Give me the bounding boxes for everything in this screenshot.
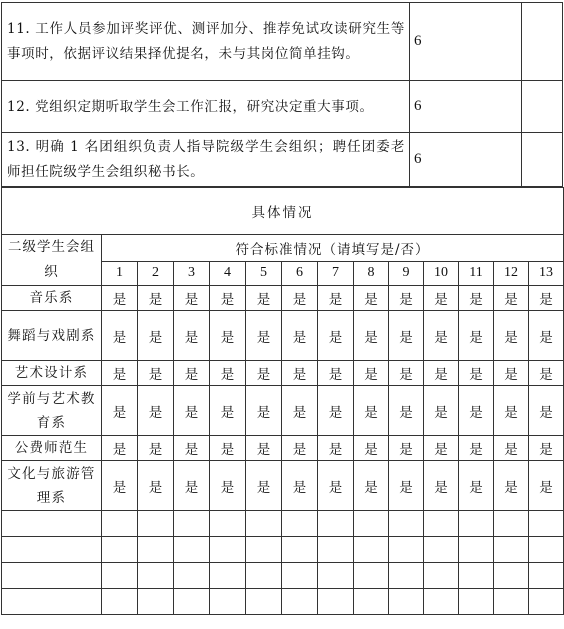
empty-cell <box>174 563 210 589</box>
compliance-cell: 是 <box>210 386 246 436</box>
compliance-cell: 是 <box>424 361 459 386</box>
compliance-cell: 是 <box>318 286 354 311</box>
compliance-cell: 是 <box>424 461 459 511</box>
compliance-cell: 是 <box>354 461 389 511</box>
empty-cell <box>102 563 138 589</box>
compliance-cell: 是 <box>494 436 529 461</box>
section-title-row <box>2 188 564 235</box>
empty-cell <box>138 563 174 589</box>
compliance-cell: 是 <box>246 436 282 461</box>
compliance-cell: 是 <box>138 461 174 511</box>
criteria-number-cell: 5 <box>246 261 282 285</box>
empty-cell <box>459 589 494 615</box>
compliance-cell: 是 <box>102 386 138 436</box>
empty-row <box>2 537 564 563</box>
empty-cell <box>246 563 282 589</box>
compliance-cell: 是 <box>389 311 424 361</box>
org-name: 音乐系 <box>2 286 102 311</box>
empty-cell <box>529 511 564 537</box>
empty-cell <box>282 589 318 615</box>
empty-cell <box>138 537 174 563</box>
org-row <box>2 311 564 361</box>
criteria-blank-cell <box>522 81 563 133</box>
empty-cell <box>210 511 246 537</box>
compliance-cell: 是 <box>389 386 424 436</box>
criteria-number-cell: 10 <box>424 261 459 285</box>
empty-cell <box>529 563 564 589</box>
criteria-number-cell: 3 <box>174 261 210 285</box>
criteria-blank-cell <box>522 133 563 187</box>
empty-cell <box>174 537 210 563</box>
criteria-text: 13. 明确 1 名团组织负责人指导院级学生会组织；聘任团委老师担任院级学生会组织秘书长。 <box>2 133 410 187</box>
compliance-cell: 是 <box>174 386 210 436</box>
empty-cell <box>459 511 494 537</box>
org-row <box>2 286 564 311</box>
empty-cell <box>2 563 102 589</box>
compliance-cell: 是 <box>389 436 424 461</box>
empty-row <box>2 589 564 615</box>
standard-header: 符合标准情况（请填写是/否） <box>102 235 564 262</box>
compliance-cell: 是 <box>282 286 318 311</box>
compliance-cell: 是 <box>459 361 494 386</box>
criteria-number-cell: 6 <box>282 261 318 285</box>
empty-cell <box>282 537 318 563</box>
empty-row <box>2 563 564 589</box>
compliance-cell: 是 <box>210 436 246 461</box>
empty-cell <box>459 537 494 563</box>
org-name: 学前与艺术教育系 <box>2 386 102 436</box>
compliance-cell: 是 <box>102 461 138 511</box>
empty-cell <box>318 511 354 537</box>
compliance-cell: 是 <box>174 286 210 311</box>
compliance-cell: 是 <box>529 461 564 511</box>
criteria-number-cell: 8 <box>354 261 389 285</box>
empty-cell <box>354 537 389 563</box>
empty-cell <box>282 511 318 537</box>
empty-cell <box>424 563 459 589</box>
compliance-cell: 是 <box>354 386 389 436</box>
compliance-cell: 是 <box>282 436 318 461</box>
empty-cell <box>389 563 424 589</box>
org-name: 艺术设计系 <box>2 361 102 386</box>
compliance-cell: 是 <box>354 436 389 461</box>
criteria-blank-cell <box>522 3 563 81</box>
empty-cell <box>354 563 389 589</box>
empty-cell <box>246 511 282 537</box>
criteria-number-cell: 2 <box>138 261 174 285</box>
empty-cell <box>282 563 318 589</box>
org-row <box>2 436 564 461</box>
criteria-score: 6 <box>410 81 522 133</box>
compliance-cell: 是 <box>424 386 459 436</box>
empty-cell <box>389 537 424 563</box>
compliance-cell: 是 <box>174 311 210 361</box>
empty-cell <box>102 511 138 537</box>
compliance-cell: 是 <box>174 436 210 461</box>
compliance-cell: 是 <box>318 436 354 461</box>
compliance-cell: 是 <box>102 311 138 361</box>
compliance-cell: 是 <box>210 286 246 311</box>
criteria-row <box>2 3 563 81</box>
compliance-cell: 是 <box>138 311 174 361</box>
compliance-cell: 是 <box>246 361 282 386</box>
criteria-text: 11. 工作人员参加评奖评优、测评加分、推荐免试攻读研究生等事项时，依据评议结果择优提名，未与其岗位简单挂钩。 <box>2 3 410 81</box>
compliance-cell: 是 <box>389 361 424 386</box>
empty-cell <box>102 589 138 615</box>
section-title: 具体情况 <box>2 188 564 235</box>
compliance-cell: 是 <box>282 386 318 436</box>
compliance-cell: 是 <box>494 361 529 386</box>
compliance-cell: 是 <box>246 311 282 361</box>
compliance-cell: 是 <box>389 286 424 311</box>
compliance-cell: 是 <box>138 361 174 386</box>
compliance-cell: 是 <box>318 361 354 386</box>
criteria-number-cell: 12 <box>494 261 529 285</box>
compliance-cell: 是 <box>494 311 529 361</box>
empty-cell <box>459 563 494 589</box>
empty-cell <box>318 589 354 615</box>
empty-row <box>2 511 564 537</box>
criteria-number-cell: 11 <box>459 261 494 285</box>
compliance-cell: 是 <box>102 286 138 311</box>
empty-cell <box>494 511 529 537</box>
compliance-cell: 是 <box>174 461 210 511</box>
compliance-cell: 是 <box>246 286 282 311</box>
compliance-cell: 是 <box>174 361 210 386</box>
empty-cell <box>246 589 282 615</box>
compliance-cell: 是 <box>318 461 354 511</box>
compliance-cell: 是 <box>282 461 318 511</box>
compliance-cell: 是 <box>210 461 246 511</box>
empty-cell <box>494 589 529 615</box>
compliance-cell: 是 <box>459 311 494 361</box>
org-column-header: 二级学生会组织 <box>2 235 102 286</box>
empty-cell <box>210 563 246 589</box>
compliance-cell: 是 <box>246 461 282 511</box>
compliance-cell: 是 <box>494 386 529 436</box>
compliance-cell: 是 <box>102 436 138 461</box>
details-table <box>1 187 564 615</box>
compliance-cell: 是 <box>529 386 564 436</box>
compliance-cell: 是 <box>318 386 354 436</box>
compliance-cell: 是 <box>102 361 138 386</box>
compliance-cell: 是 <box>529 311 564 361</box>
compliance-cell: 是 <box>424 286 459 311</box>
compliance-cell: 是 <box>459 461 494 511</box>
header-row <box>2 235 564 262</box>
empty-cell <box>529 589 564 615</box>
empty-cell <box>138 511 174 537</box>
criteria-number-cell: 13 <box>529 261 564 285</box>
criteria-text: 12. 党组织定期听取学生会工作汇报，研究决定重大事项。 <box>2 81 410 133</box>
empty-cell <box>424 589 459 615</box>
compliance-cell: 是 <box>246 386 282 436</box>
empty-cell <box>354 589 389 615</box>
empty-cell <box>102 537 138 563</box>
compliance-cell: 是 <box>354 361 389 386</box>
empty-cell <box>389 511 424 537</box>
org-row <box>2 386 564 436</box>
empty-cell <box>174 511 210 537</box>
compliance-cell: 是 <box>459 436 494 461</box>
criteria-score: 6 <box>410 3 522 81</box>
compliance-cell: 是 <box>424 311 459 361</box>
org-name: 公费师范生 <box>2 436 102 461</box>
empty-cell <box>174 589 210 615</box>
criteria-score: 6 <box>410 133 522 187</box>
org-name: 文化与旅游管理系 <box>2 461 102 511</box>
empty-cell <box>246 537 282 563</box>
compliance-cell: 是 <box>138 436 174 461</box>
compliance-cell: 是 <box>138 286 174 311</box>
empty-cell <box>529 537 564 563</box>
compliance-cell: 是 <box>354 311 389 361</box>
empty-cell <box>318 563 354 589</box>
criteria-table <box>1 2 563 187</box>
criteria-row <box>2 133 563 187</box>
empty-cell <box>210 589 246 615</box>
criteria-number-cell: 4 <box>210 261 246 285</box>
empty-cell <box>494 537 529 563</box>
compliance-cell: 是 <box>529 286 564 311</box>
criteria-number-cell: 7 <box>318 261 354 285</box>
compliance-cell: 是 <box>354 286 389 311</box>
criteria-number-cell: 9 <box>389 261 424 285</box>
empty-cell <box>389 589 424 615</box>
compliance-cell: 是 <box>494 461 529 511</box>
compliance-cell: 是 <box>138 386 174 436</box>
org-name: 舞蹈与戏剧系 <box>2 311 102 361</box>
empty-cell <box>2 537 102 563</box>
compliance-cell: 是 <box>210 361 246 386</box>
compliance-cell: 是 <box>424 436 459 461</box>
empty-cell <box>354 511 389 537</box>
compliance-cell: 是 <box>529 436 564 461</box>
empty-cell <box>2 589 102 615</box>
compliance-cell: 是 <box>494 286 529 311</box>
compliance-cell: 是 <box>282 311 318 361</box>
empty-cell <box>424 537 459 563</box>
criteria-row <box>2 81 563 133</box>
compliance-cell: 是 <box>210 311 246 361</box>
compliance-cell: 是 <box>318 311 354 361</box>
compliance-cell: 是 <box>459 386 494 436</box>
empty-cell <box>210 537 246 563</box>
empty-cell <box>424 511 459 537</box>
empty-cell <box>2 511 102 537</box>
org-row <box>2 361 564 386</box>
empty-cell <box>138 589 174 615</box>
criteria-number-cell: 1 <box>102 261 138 285</box>
org-row <box>2 461 564 511</box>
compliance-cell: 是 <box>389 461 424 511</box>
compliance-cell: 是 <box>529 361 564 386</box>
compliance-cell: 是 <box>459 286 494 311</box>
empty-cell <box>494 563 529 589</box>
empty-cell <box>318 537 354 563</box>
compliance-cell: 是 <box>282 361 318 386</box>
